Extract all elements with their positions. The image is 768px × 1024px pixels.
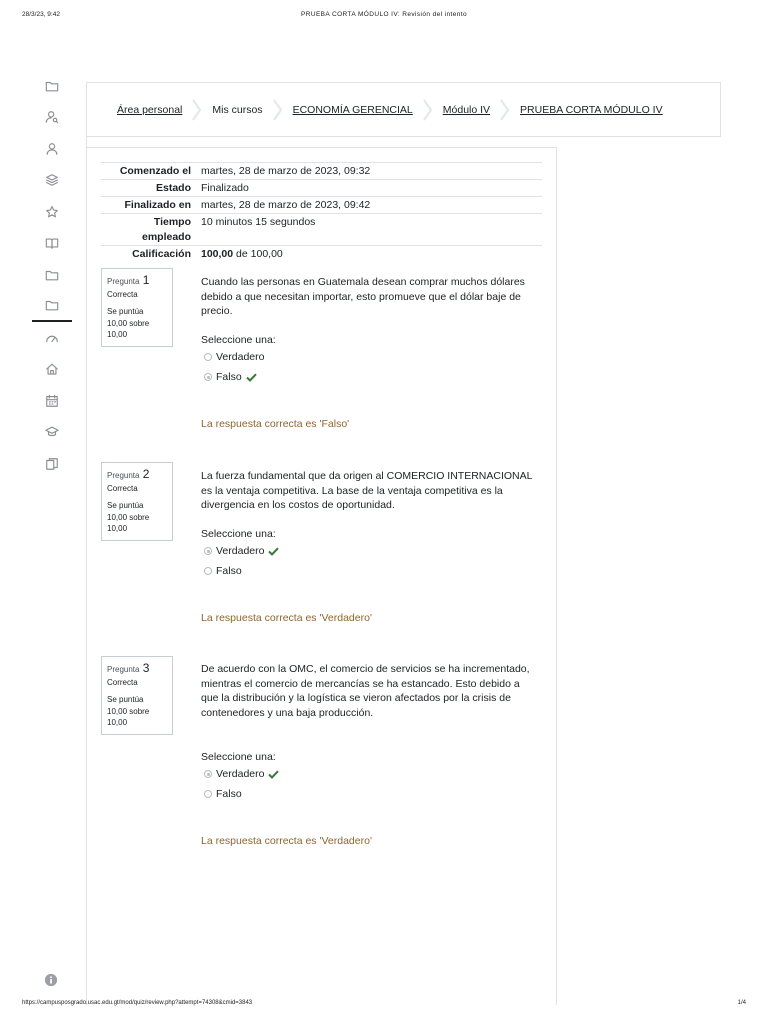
radio-icon[interactable] <box>204 567 212 575</box>
option-verdadero[interactable]: Verdadero <box>204 351 264 363</box>
correct-answer-feedback: La respuesta correcta es 'Falso' <box>201 418 350 430</box>
quiz-review-panel <box>86 147 557 1005</box>
copy-icon[interactable] <box>32 448 72 480</box>
question-number: Pregunta 1 <box>107 273 150 287</box>
option-falso[interactable]: Falso <box>204 565 242 577</box>
question-grade: Se puntúa 10,00 sobre 10,00 <box>107 501 150 533</box>
breadcrumb-separator-icon <box>271 99 285 121</box>
radio-icon[interactable] <box>204 353 212 361</box>
star-icon[interactable] <box>32 196 72 228</box>
attempt-summary-table <box>101 162 542 262</box>
breadcrumb-item-module[interactable]: Módulo IV <box>442 103 491 116</box>
radio-checked-icon[interactable] <box>204 770 212 778</box>
time-value: 10 minutos 15 segundos <box>201 216 316 228</box>
question-number: Pregunta 2 <box>107 467 150 481</box>
state-label: Estado <box>155 182 191 194</box>
print-title: PRUEBA CORTA MÓDULO IV: Revisión del intento <box>301 11 467 18</box>
option-verdadero[interactable]: Verdadero <box>204 545 279 557</box>
print-header <box>22 11 746 23</box>
breadcrumb-item-mis-cursos[interactable]: Mis cursos <box>212 103 263 116</box>
summary-row-time <box>101 214 542 246</box>
radio-icon[interactable] <box>204 790 212 798</box>
grade-label: Calificación <box>132 248 191 260</box>
user-search-icon[interactable] <box>32 102 72 134</box>
correct-check-icon <box>268 547 279 556</box>
question-text-3: De acuerdo con la OMC, el comercio de servicios se ha incrementado, mientras el comercio de mercancías se ha estancado. Esto debido a que la distribución y la logística se vieron afectados por la crisis de contenedores y una baja producción. <box>201 663 530 720</box>
question-info-3 <box>101 656 173 735</box>
summary-row-finished <box>101 197 542 214</box>
correct-answer-feedback: La respuesta correcta es 'Verdadero' <box>201 835 372 847</box>
select-prompt: Seleccione una: <box>201 334 276 346</box>
state-value: Finalizado <box>201 182 249 194</box>
question-info-1 <box>101 268 173 347</box>
breadcrumb-separator-icon <box>421 99 435 121</box>
started-value: martes, 28 de marzo de 2023, 09:32 <box>201 165 371 177</box>
question-number: Pregunta 3 <box>107 661 150 675</box>
print-page-number: 1/4 <box>737 1000 746 1006</box>
question-text-2: La fuerza fundamental que da origen al COMERCIO INTERNACIONAL es la ventaja competitiva. La base de la ventaja competitiva es la divergencia en los costos de oportunidad. <box>201 470 533 512</box>
question-state: Correcta <box>107 290 138 299</box>
started-label: Comenzado el <box>119 165 191 177</box>
select-prompt: Seleccione una: <box>201 528 276 540</box>
finished-label: Finalizado en <box>124 199 191 211</box>
user-icon[interactable] <box>32 133 72 165</box>
layers-icon[interactable] <box>32 165 72 197</box>
print-footer <box>22 1000 746 1010</box>
grade-value: 100,00 de 100,00 <box>201 248 283 260</box>
calendar-icon[interactable] <box>32 385 72 417</box>
question-info-2 <box>101 462 173 541</box>
breadcrumb-item-course[interactable]: ECONOMÍA GERENCIAL <box>292 103 413 116</box>
breadcrumb-item-quiz[interactable]: PRUEBA CORTA MÓDULO IV <box>520 103 663 116</box>
graduation-cap-icon[interactable] <box>32 417 72 449</box>
radio-checked-icon[interactable] <box>204 373 212 381</box>
radio-checked-icon[interactable] <box>204 547 212 555</box>
question-grade: Se puntúa 10,00 sobre 10,00 <box>107 695 150 727</box>
summary-row-state <box>101 180 542 197</box>
question-grade: Se puntúa 10,00 sobre 10,00 <box>107 307 150 339</box>
select-prompt: Seleccione una: <box>201 751 276 763</box>
finished-value: martes, 28 de marzo de 2023, 09:42 <box>201 199 371 211</box>
question-state: Correcta <box>107 484 138 493</box>
book-icon[interactable] <box>32 228 72 260</box>
folder-icon[interactable] <box>32 291 72 323</box>
folder-icon[interactable] <box>32 70 72 102</box>
correct-check-icon <box>268 770 279 779</box>
sidebar-nav <box>32 70 72 480</box>
print-url: https://campusposgrado.usac.edu.gt/mod/quiz/review.php?attempt=74308&cmid=3843 <box>22 1000 253 1006</box>
time-label: Tiempo empleado <box>141 216 191 243</box>
dashboard-icon[interactable] <box>32 322 72 354</box>
breadcrumb-separator-icon <box>190 99 204 121</box>
option-falso[interactable]: Falso <box>204 788 242 800</box>
breadcrumb <box>86 82 721 137</box>
folder-icon[interactable] <box>32 259 72 291</box>
summary-row-started <box>101 163 542 180</box>
print-datetime: 28/3/23, 9:42 <box>22 11 60 18</box>
summary-row-grade <box>101 246 542 262</box>
home-icon[interactable] <box>32 354 72 386</box>
option-falso[interactable]: Falso <box>204 371 257 383</box>
info-icon[interactable] <box>44 973 58 987</box>
breadcrumb-separator-icon <box>498 99 512 121</box>
question-state: Correcta <box>107 678 138 687</box>
correct-check-icon <box>246 373 257 382</box>
option-verdadero[interactable]: Verdadero <box>204 768 279 780</box>
correct-answer-feedback: La respuesta correcta es 'Verdadero' <box>201 612 372 624</box>
breadcrumb-item-area-personal[interactable]: Área personal <box>117 103 183 116</box>
question-text-1: Cuando las personas en Guatemala desean comprar muchos dólares debido a que necesitan importar, esto promueve que el dólar baje de precio. <box>201 276 525 318</box>
